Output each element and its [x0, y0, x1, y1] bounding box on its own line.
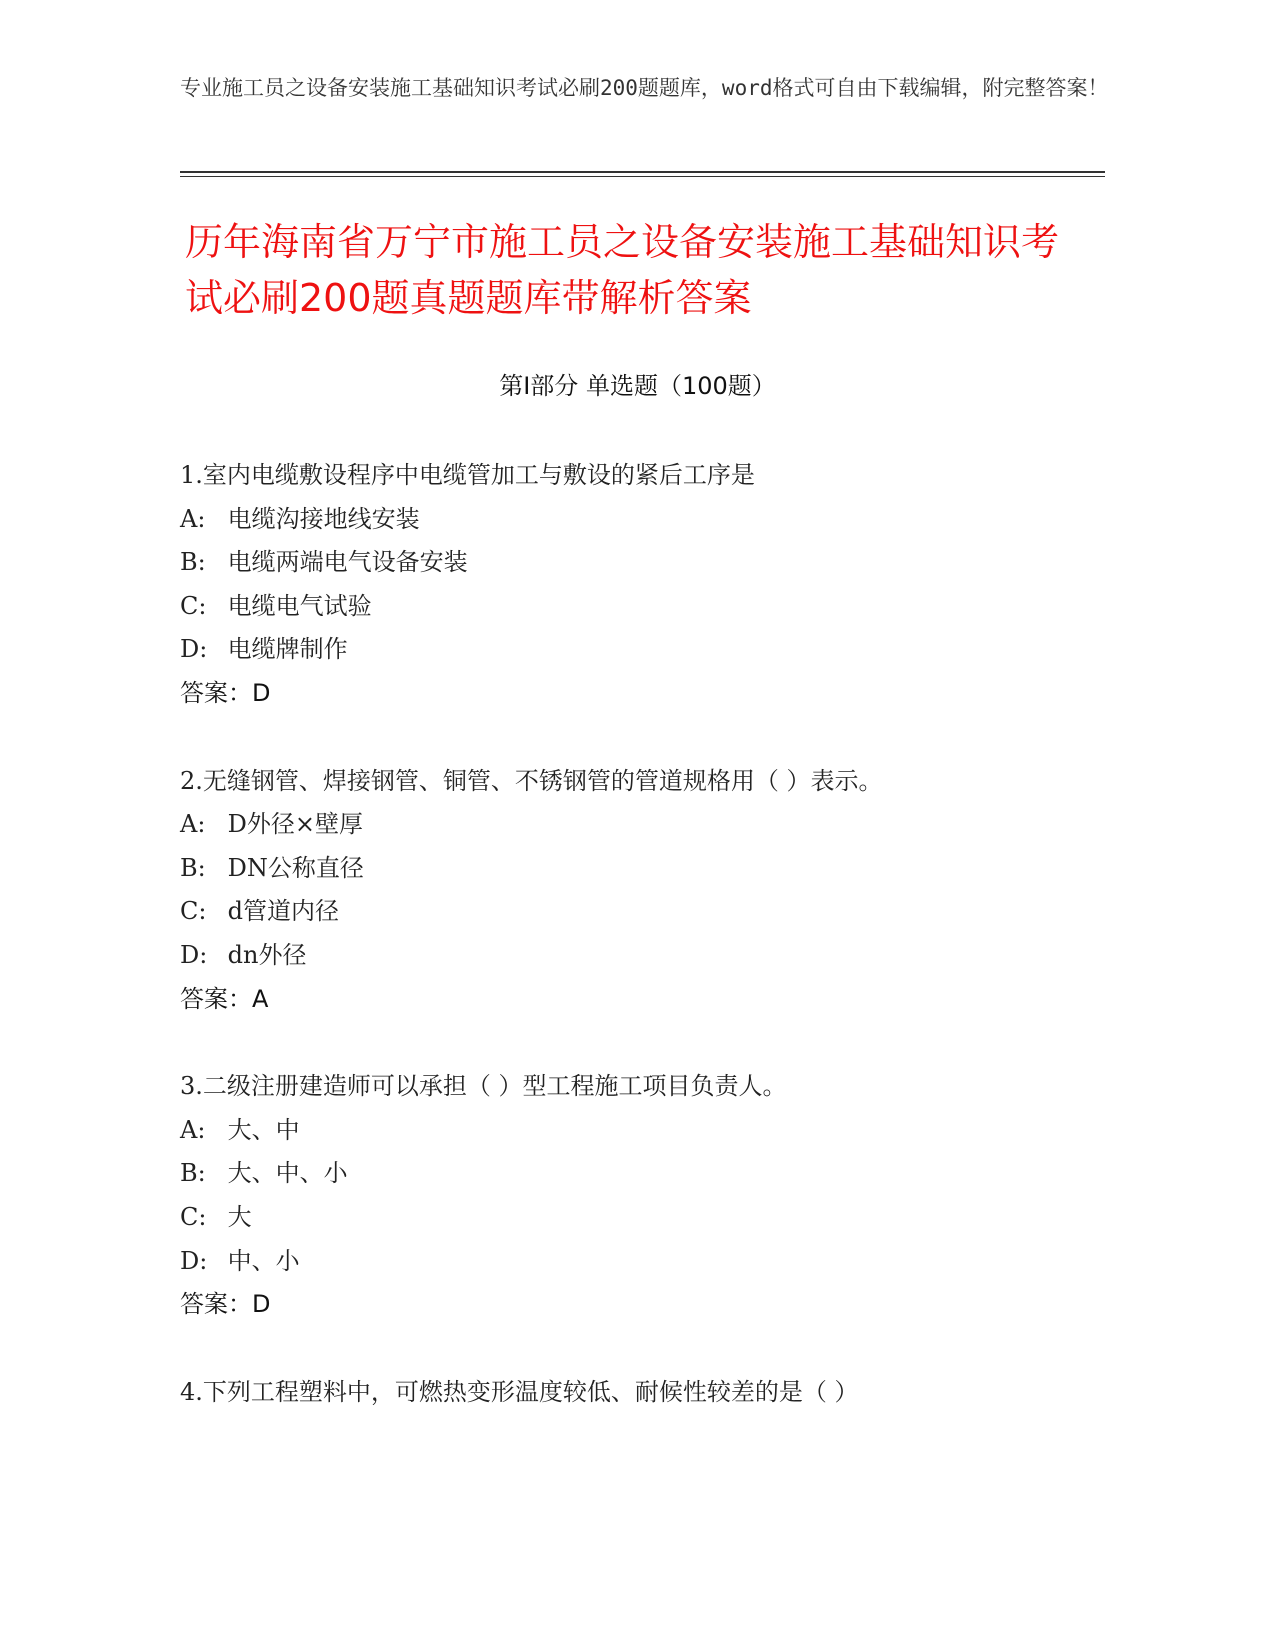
- question-item: [180, 1371, 1110, 1415]
- question-item: [180, 454, 1110, 716]
- question-option: [180, 1240, 1110, 1284]
- answer-line: [180, 1283, 1110, 1327]
- answer-value: D: [252, 1290, 271, 1319]
- header-note: 专业施工员之设备安装施工基础知识考试必刷200题题库，word格式可自由下载编辑，附完整答案！: [180, 76, 1109, 100]
- option-text: 中、小: [220, 1246, 300, 1275]
- option-text: 大、中: [220, 1115, 300, 1144]
- question-option: [180, 847, 1110, 891]
- option-label: B:: [180, 853, 206, 882]
- option-text: 电缆沟接地线安装: [220, 504, 420, 533]
- option-label: D:: [180, 635, 208, 664]
- option-text: d管道内径: [220, 897, 339, 926]
- question-option: [180, 1196, 1110, 1240]
- header-divider-thin: [180, 176, 1105, 177]
- question-option: [180, 1152, 1110, 1196]
- document-title: 历年海南省万宁市施工员之设备安装施工基础知识考试必刷200题真题题库带解析答案: [185, 220, 1060, 320]
- option-label: A:: [180, 1115, 206, 1144]
- question-option: [180, 1109, 1110, 1153]
- option-text: 电缆牌制作: [220, 635, 348, 664]
- question-option: [180, 890, 1110, 934]
- option-text: 电缆电气试验: [220, 591, 372, 620]
- option-label: B:: [180, 548, 206, 577]
- answer-line: [180, 978, 1110, 1022]
- option-label: C:: [180, 897, 207, 926]
- answer-value: D: [252, 678, 271, 707]
- option-label: D:: [180, 940, 208, 969]
- option-label: C:: [180, 591, 207, 620]
- answer-prefix: 答案：: [180, 678, 252, 707]
- question-option: [180, 541, 1110, 585]
- question-option: [180, 585, 1110, 629]
- answer-prefix: 答案：: [180, 984, 252, 1013]
- question-stem: 2.无缝钢管、焊接钢管、铜管、不锈钢管的管道规格用（ ）表示。: [180, 766, 883, 795]
- option-label: C:: [180, 1202, 207, 1231]
- option-label: A:: [180, 810, 206, 839]
- question-option: [180, 803, 1110, 847]
- option-label: D:: [180, 1246, 208, 1275]
- question-stem: 3.二级注册建造师可以承担（ ）型工程施工项目负责人。: [180, 1072, 787, 1101]
- question-option: [180, 628, 1110, 672]
- question-stem: 4.下列工程塑料中，可燃热变形温度较低、耐候性较差的是（ ）: [180, 1377, 859, 1406]
- answer-value: A: [252, 984, 269, 1013]
- question-item: [180, 760, 1110, 1022]
- option-text: DN公称直径: [220, 853, 364, 882]
- option-text: dn外径: [220, 940, 307, 969]
- section-heading: 第Ⅰ部分 单选题（100题）: [499, 372, 776, 400]
- question-list: [180, 454, 1110, 1458]
- answer-line: [180, 672, 1110, 716]
- question-stem: 1.室内电缆敷设程序中电缆管加工与敷设的紧后工序是: [180, 461, 755, 489]
- option-text: 大: [220, 1202, 252, 1231]
- question-option: [180, 934, 1110, 978]
- answer-prefix: 答案：: [180, 1290, 252, 1319]
- option-label: A:: [180, 504, 206, 533]
- header-divider-thick: [180, 171, 1105, 173]
- option-text: 电缆两端电气设备安装: [220, 548, 468, 577]
- option-label: B:: [180, 1159, 206, 1188]
- option-text: 大、中、小: [220, 1159, 348, 1188]
- question-item: [180, 1065, 1110, 1327]
- option-text: D外径×壁厚: [220, 810, 363, 839]
- question-option: [180, 498, 1110, 542]
